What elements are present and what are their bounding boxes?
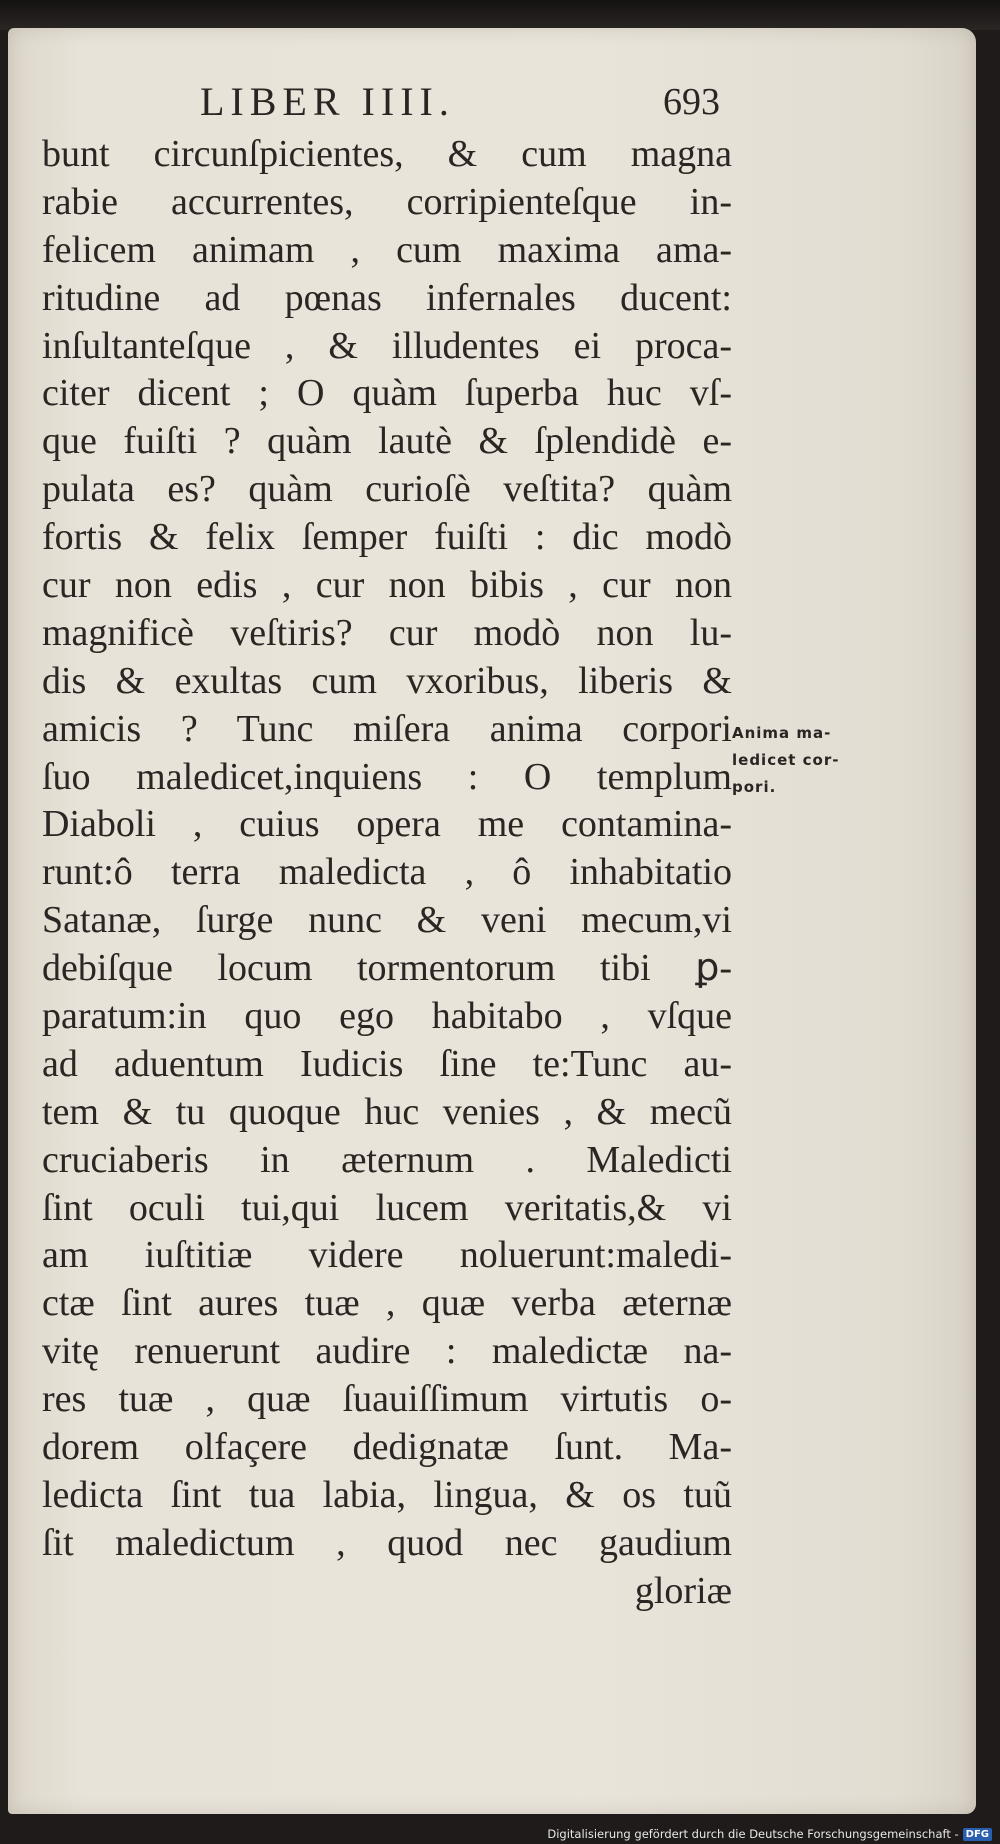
text-line: ſit maledictum , quod nec gaudium [42,1521,732,1564]
text-line: rabie accurrentes, corripienteſque in- [42,180,732,223]
running-header [200,78,720,128]
text-line: debiſque locum tormentorum tibi ꝑ- [42,947,732,990]
text-line: am iuſtitiæ videre noluerunt:maledi- [42,1234,732,1277]
text-line: magnificè veſtiris? cur modò non lu- [42,611,732,654]
text-line: fortis & felix ſemper fuiſti : dic modò [42,516,732,559]
text-line: dorem olfaçere dedignatæ ſunt. Ma- [42,1426,732,1469]
digitization-footer [547,1827,992,1841]
marginal-note [732,720,882,801]
page-number: 693 [663,81,720,123]
text-line: ritudine ad pœnas infernales ducent: [42,276,732,319]
text-line: que fuiſti ? quàm lautè & ſplendidè e- [42,420,732,463]
text-line: amicis ? Tunc miſera anima corpori [42,707,732,750]
marginal-note-line: pori. [732,778,777,796]
text-line: Diaboli , cuius opera me contamina- [42,803,732,846]
text-line: cruciaberis in æternum . Maledicti [42,1138,732,1181]
text-line: ſuo maledicet,inquiens : O templum [42,755,732,798]
text-line: inſultanteſque , & illudentes ei proca- [42,324,732,367]
text-line: dis & exultas cum vxoribus, liberis & [42,659,732,702]
text-line: bunt circunſpicientes, & cum magna [42,133,732,175]
text-line: paratum:in quo ego habitabo , vſque [42,995,732,1038]
dfg-logo: DFG [963,1828,992,1841]
catchword: gloriæ [634,1569,732,1612]
text-line: pulata es? quàm curioſè veſtita? quàm [42,468,732,511]
scan-top-edge [0,0,1000,30]
text-line: citer dicent ; O quàm ſuperba huc vſ- [42,372,732,415]
text-line: ſint oculi tui,qui lucem veritatis,& vi [42,1186,732,1229]
marginal-note-line: Anima ma- [732,724,832,742]
text-line: cur non edis , cur non bibis , cur non [42,564,732,607]
marginal-note-line: ledicet cor- [732,751,840,769]
text-line: runt:ô terra maledicta , ô inhabitatio [42,851,732,894]
text-line: tem & tu quoque huc venies , & mecũ [42,1090,732,1133]
text-line: Satanæ, ſurge nunc & veni mecum,vi [42,899,732,942]
text-line: felicem animam , cum maxima ama- [42,228,732,271]
funding-credit: Digitalisierung gefördert durch die Deutsche Forschungsgemeinschaft - [547,1827,959,1841]
main-text-block [42,131,732,1616]
text-line: vitę renuerunt audire : maledictæ na- [42,1330,732,1373]
text-line: ctæ ſint aures tuæ , quæ verba æternæ [42,1282,732,1325]
text-line: ad aduentum Iudicis ſine te:Tunc au- [42,1042,732,1085]
text-line: res tuæ , quæ ſuauiſſimum virtutis o- [42,1378,732,1421]
running-header-title: LIBER IIII. [200,79,455,124]
text-line: ledicta ſint tua labia, lingua, & os tuũ [42,1473,732,1516]
